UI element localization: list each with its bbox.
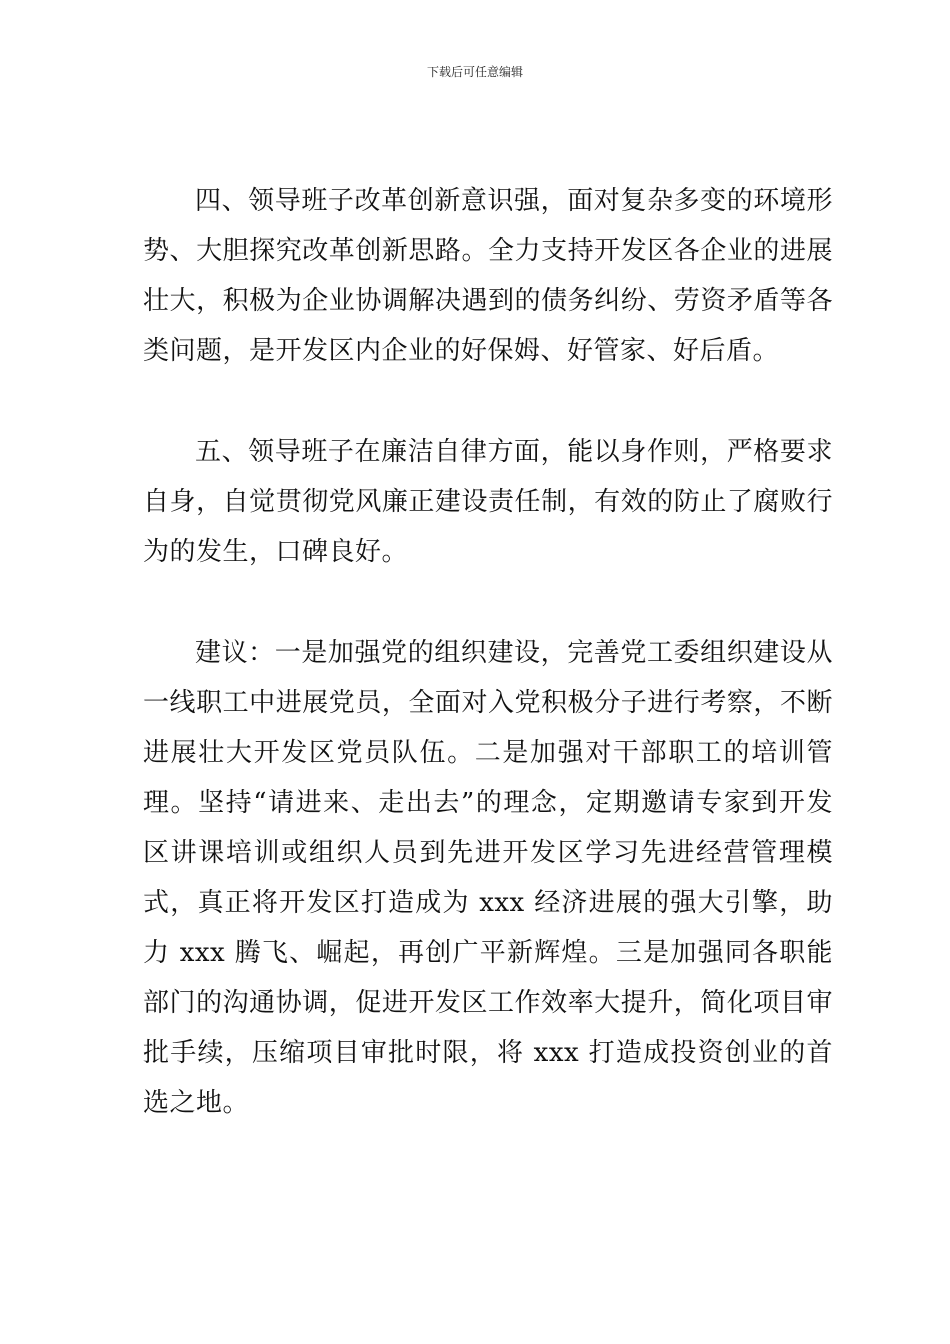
document-body: [143, 176, 833, 1128]
paragraph-integrity: 五、领导班子在廉洁自律方面，能以身作则，严格要求自身，自觉贯彻党风廉正建设责任制，有效的防止了腐败行为的发生，口碑良好。: [143, 437, 833, 567]
paragraph-leadership-innovation: 四、领导班子改革创新意识强，面对复杂多变的环境形势、大胆探究改革创新思路。全力支持开发区各企业的进展壮大，积极为企业协调解决遇到的债务纠纷、劳资矛盾等各类问题，是开发区内企业的好保姆、好管家、好后盾。: [143, 186, 833, 366]
paragraph-suggestions: 建议：一是加强党的组织建设，完善党工委组织建设从一线职工中进展党员，全面对入党积极分子进行考察，不断进展壮大开发区党员队伍。二是加强对干部职工的培训管理。坚持“请进来、走出去”的理念，定期邀请专家到开发区讲课培训或组织人员到先进开发区学习先进经营管理模式，真正将开发区打造成为 xxx 经济进展的强大引擎，助力 xxx 腾飞、崛起，再创广平新辉煌。三是加强同各职能部门的沟通协调，促进开发区工作效率大提升，简化项目审批手续，压缩项目审批时限，将 xxx 打造成投资创业的首选之地。: [143, 638, 833, 1118]
page-header: 下载后可任意编辑: [426, 65, 523, 79]
paragraph-spacer: [143, 376, 833, 427]
paragraph-spacer: [143, 577, 833, 628]
